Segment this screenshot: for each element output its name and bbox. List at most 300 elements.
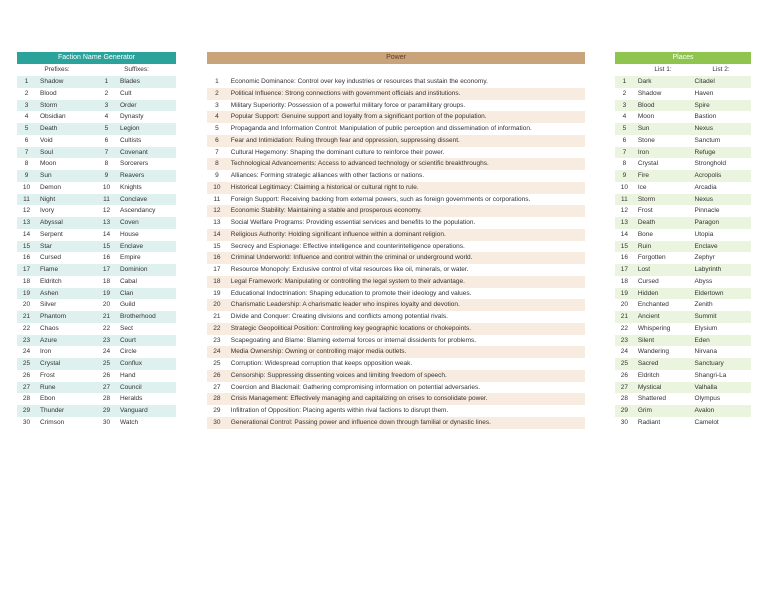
power-number: 17 bbox=[213, 266, 221, 273]
list1-value: Crystal bbox=[637, 160, 659, 168]
power-number: 10 bbox=[213, 183, 221, 191]
prefix-number: 18 bbox=[22, 277, 31, 285]
suffix-value: Clan bbox=[119, 289, 134, 297]
prefix-number: 26 bbox=[22, 371, 31, 379]
place-number: 18 bbox=[620, 277, 629, 285]
power-number: 1 bbox=[215, 78, 219, 85]
prefix-number: 28 bbox=[22, 395, 31, 403]
table-row bbox=[17, 358, 176, 370]
prefix-number: 16 bbox=[22, 254, 31, 262]
list1-value: Eldritch bbox=[637, 371, 660, 379]
suffix-number: 9 bbox=[104, 172, 109, 179]
prefix-number: 9 bbox=[24, 172, 29, 179]
table-row bbox=[17, 147, 176, 159]
table-row bbox=[615, 111, 751, 123]
prefix-value: Cursed bbox=[40, 254, 61, 262]
place-number: 20 bbox=[620, 301, 629, 309]
place-number: 17 bbox=[620, 266, 629, 273]
list1-value: Ice bbox=[637, 183, 647, 191]
place-number: 5 bbox=[622, 125, 627, 132]
table-row bbox=[207, 100, 585, 112]
power-number: 8 bbox=[215, 160, 219, 168]
prefix-value: Frost bbox=[40, 371, 55, 379]
place-number: 14 bbox=[620, 230, 629, 238]
list1-value: Fire bbox=[637, 172, 650, 179]
suffix-number: 18 bbox=[102, 277, 111, 285]
suffix-number: 15 bbox=[102, 242, 111, 250]
power-number: 7 bbox=[215, 148, 219, 156]
table-row bbox=[17, 264, 176, 276]
table-row bbox=[207, 417, 585, 429]
place-number: 2 bbox=[622, 89, 627, 97]
list1-value: Ancient bbox=[637, 313, 660, 320]
prefix-number: 20 bbox=[22, 301, 31, 309]
power-number: 26 bbox=[213, 371, 221, 379]
prefix-value: Crimson bbox=[40, 418, 65, 426]
list1-value: Mystical bbox=[637, 383, 662, 391]
suffix-number: 26 bbox=[102, 371, 111, 379]
place-number: 8 bbox=[622, 160, 627, 168]
faction-title: Faction Name Generator bbox=[17, 52, 176, 64]
table-row bbox=[17, 217, 176, 229]
table-row bbox=[207, 323, 585, 335]
table-row bbox=[207, 111, 585, 123]
prefix-number: 14 bbox=[22, 230, 31, 238]
list2-value: Enclave bbox=[694, 242, 718, 250]
table-row bbox=[207, 170, 585, 182]
place-number: 23 bbox=[620, 336, 629, 344]
prefix-number: 4 bbox=[24, 113, 29, 121]
table-row bbox=[615, 76, 751, 88]
table-row bbox=[615, 417, 751, 429]
list1-value: Iron bbox=[637, 148, 650, 156]
prefix-value: Iron bbox=[40, 348, 52, 356]
power-number: 22 bbox=[213, 324, 221, 332]
table-row bbox=[17, 135, 176, 147]
table-row bbox=[207, 288, 585, 300]
power-description: Media Ownership: Owning or controlling major media outlets. bbox=[230, 348, 407, 356]
list2-value: Olympus bbox=[694, 395, 721, 403]
prefix-value: Phantom bbox=[40, 313, 67, 320]
power-description: Censorship: Suppressing dissenting voices and limiting freedom of speech. bbox=[230, 371, 447, 379]
suffix-value: Coven bbox=[119, 219, 139, 226]
power-number: 14 bbox=[213, 230, 221, 238]
prefix-value: Eldritch bbox=[40, 277, 62, 285]
power-table bbox=[207, 52, 585, 429]
power-description: Social Welfare Programs: Providing essential services and benefits to the population. bbox=[230, 219, 476, 226]
prefixes-label: Prefixes: bbox=[44, 66, 70, 73]
prefix-value: Obsidian bbox=[40, 113, 66, 121]
list1-value: Bone bbox=[637, 230, 654, 238]
power-number: 2 bbox=[215, 89, 219, 97]
table-row bbox=[207, 358, 585, 370]
suffix-number: 8 bbox=[104, 160, 109, 168]
suffix-value: Watch bbox=[119, 418, 139, 426]
suffix-number: 12 bbox=[102, 207, 111, 215]
power-number: 24 bbox=[213, 348, 221, 356]
power-description: Cultural Hegemony: Shaping the dominant culture to reinforce their power. bbox=[230, 148, 445, 156]
suffix-value: Enclave bbox=[119, 242, 144, 250]
suffix-value: Guild bbox=[119, 301, 136, 309]
suffix-number: 28 bbox=[102, 395, 111, 403]
place-number: 30 bbox=[620, 418, 629, 426]
prefix-value: Storm bbox=[40, 101, 58, 109]
table-row bbox=[17, 229, 176, 241]
prefix-number: 21 bbox=[22, 313, 31, 320]
table-row bbox=[17, 382, 176, 394]
table-row bbox=[615, 323, 751, 335]
suffix-value: Court bbox=[119, 336, 136, 344]
table-row bbox=[207, 205, 585, 217]
table-row bbox=[17, 311, 176, 323]
power-number: 25 bbox=[213, 360, 221, 367]
prefix-value: Crystal bbox=[40, 360, 61, 367]
list1-value: Dark bbox=[637, 78, 652, 85]
power-description: Educational Indoctrination: Shaping education to promote their ideology and values. bbox=[230, 289, 472, 297]
place-number: 15 bbox=[620, 242, 629, 250]
suffix-value: Empire bbox=[119, 254, 141, 262]
table-row bbox=[615, 299, 751, 311]
prefix-value: Abyssal bbox=[40, 219, 63, 226]
suffix-value: Conclave bbox=[119, 195, 148, 203]
list2-value: Paragon bbox=[694, 219, 720, 226]
suffix-number: 24 bbox=[102, 348, 111, 356]
power-number: 4 bbox=[215, 113, 219, 121]
list1-value: Hidden bbox=[637, 289, 659, 297]
prefix-number: 30 bbox=[22, 418, 31, 426]
power-description: Alliances: Forming strategic alliances with other factions or nations. bbox=[230, 172, 425, 179]
table-row bbox=[615, 205, 751, 217]
suffix-value: Ascendancy bbox=[119, 207, 156, 215]
place-number: 29 bbox=[620, 407, 629, 414]
prefix-number: 1 bbox=[24, 78, 29, 85]
suffix-number: 16 bbox=[102, 254, 111, 262]
prefix-value: Serpent bbox=[40, 230, 63, 238]
prefix-value: Void bbox=[40, 136, 53, 144]
list1-value: Shattered bbox=[637, 395, 667, 403]
list2-value: Shangri-La bbox=[694, 371, 727, 379]
table-row bbox=[17, 346, 176, 358]
table-row bbox=[17, 335, 176, 347]
suffix-value: Conflux bbox=[119, 360, 143, 367]
power-description: Infiltration of Opposition: Placing agents within rival factions to disrupt them. bbox=[230, 407, 449, 414]
table-row bbox=[207, 382, 585, 394]
table-row bbox=[207, 135, 585, 147]
prefix-value: Ivory bbox=[40, 207, 55, 215]
power-number: 13 bbox=[213, 219, 221, 226]
suffix-value: Sect bbox=[119, 324, 133, 332]
power-number: 21 bbox=[213, 313, 221, 320]
power-number: 3 bbox=[215, 101, 219, 109]
places-subheader bbox=[615, 64, 751, 76]
table-row bbox=[615, 264, 751, 276]
power-description: Propaganda and Information Control: Manipulation of public perception and dissemination of information. bbox=[230, 125, 532, 132]
power-description: Military Superiority: Possession of a powerful military force or paramilitary groups. bbox=[230, 101, 466, 109]
suffix-value: Cult bbox=[119, 89, 132, 97]
list1-value: Silent bbox=[637, 336, 655, 344]
place-number: 9 bbox=[622, 172, 627, 179]
table-row bbox=[207, 276, 585, 288]
power-description: Economic Dominance: Control over key industries or resources that sustain the economy. bbox=[230, 78, 488, 85]
power-number: 29 bbox=[213, 407, 221, 414]
table-row bbox=[17, 299, 176, 311]
table-row bbox=[207, 182, 585, 194]
power-number: 30 bbox=[213, 418, 221, 426]
list1-value: Shadow bbox=[637, 89, 662, 97]
table-row bbox=[615, 135, 751, 147]
power-rows bbox=[207, 76, 585, 429]
list1-value: Cursed bbox=[637, 277, 659, 285]
table-row bbox=[17, 182, 176, 194]
prefix-value: Ebon bbox=[40, 395, 56, 403]
list2-value: Pinnacle bbox=[694, 207, 720, 215]
prefix-value: Death bbox=[40, 125, 58, 132]
list1-value: Enchanted bbox=[637, 301, 669, 309]
list1-value: Whispering bbox=[637, 324, 671, 332]
list1-value: Forgotten bbox=[637, 254, 666, 262]
table-row bbox=[207, 229, 585, 241]
prefix-number: 12 bbox=[22, 207, 31, 215]
power-description: Coercion and Blackmail: Gathering compromising information on potential adversaries. bbox=[230, 383, 481, 391]
table-row bbox=[17, 393, 176, 405]
table-row bbox=[615, 393, 751, 405]
place-number: 19 bbox=[620, 289, 629, 297]
list2-value: Summit bbox=[694, 313, 717, 320]
prefix-value: Night bbox=[40, 195, 56, 203]
power-title: Power bbox=[207, 52, 585, 64]
table-row bbox=[615, 229, 751, 241]
prefix-value: Silver bbox=[40, 301, 57, 309]
place-number: 26 bbox=[620, 371, 629, 379]
prefix-value: Shadow bbox=[40, 78, 64, 85]
list2-value: Nirvana bbox=[694, 348, 717, 356]
place-number: 25 bbox=[620, 360, 629, 367]
table-row bbox=[615, 217, 751, 229]
table-row bbox=[17, 252, 176, 264]
list1-value: Moon bbox=[637, 113, 655, 121]
prefix-value: Moon bbox=[40, 160, 57, 168]
suffix-value: Sorcerers bbox=[119, 160, 149, 168]
suffix-value: Heralds bbox=[119, 395, 143, 403]
prefix-value: Azure bbox=[40, 336, 57, 344]
power-description: Resource Monopoly: Exclusive control of vital resources like oil, minerals, or water. bbox=[230, 266, 469, 273]
power-description: Political Influence: Strong connections with government officials and institutions. bbox=[230, 89, 461, 97]
power-number: 20 bbox=[213, 301, 221, 309]
power-number: 6 bbox=[215, 136, 219, 144]
faction-name-generator-table bbox=[17, 52, 176, 429]
prefix-number: 6 bbox=[24, 136, 29, 144]
table-row bbox=[615, 158, 751, 170]
prefix-number: 2 bbox=[24, 89, 29, 97]
suffix-value: Hand bbox=[119, 371, 136, 379]
table-row bbox=[615, 182, 751, 194]
list1-value: Sacred bbox=[637, 360, 659, 367]
list2-value: Citadel bbox=[694, 78, 715, 85]
table-row bbox=[615, 123, 751, 135]
table-row bbox=[207, 123, 585, 135]
prefix-value: Chaos bbox=[40, 324, 59, 332]
prefix-number: 13 bbox=[22, 219, 31, 226]
prefix-number: 11 bbox=[23, 195, 30, 203]
table-row bbox=[615, 241, 751, 253]
place-number: 3 bbox=[622, 101, 627, 109]
power-number: 15 bbox=[213, 242, 221, 250]
list2-value: Valhalla bbox=[694, 383, 718, 391]
table-row bbox=[615, 170, 751, 182]
suffix-value: Legion bbox=[119, 125, 140, 132]
list1-value: Lost bbox=[637, 266, 651, 273]
power-number: 28 bbox=[213, 395, 221, 403]
suffix-number: 29 bbox=[102, 407, 111, 414]
power-description: Criminal Underworld: Influence and control within the criminal or underground world. bbox=[230, 254, 473, 262]
places-rows bbox=[615, 76, 751, 429]
prefix-number: 15 bbox=[22, 242, 31, 250]
suffix-value: Council bbox=[119, 383, 142, 391]
power-description: Scapegoating and Blame: Blaming external forces or internal dissidents for problems. bbox=[230, 336, 477, 344]
power-number: 12 bbox=[213, 207, 221, 215]
power-description: Fear and Intimidation: Ruling through fear and oppression, suppressing dissent. bbox=[230, 136, 460, 144]
suffix-number: 19 bbox=[102, 289, 111, 297]
table-row bbox=[17, 170, 176, 182]
place-number: 4 bbox=[622, 113, 627, 121]
suffix-number: 7 bbox=[104, 148, 109, 156]
power-description: Popular Support: Genuine support and loyalty from a significant portion of the population. bbox=[230, 113, 487, 121]
prefix-number: 27 bbox=[22, 383, 31, 391]
prefix-number: 17 bbox=[22, 266, 31, 273]
place-number: 22 bbox=[620, 324, 629, 332]
table-row bbox=[17, 323, 176, 335]
list2-value: Nexus bbox=[694, 125, 713, 132]
suffix-number: 27 bbox=[102, 383, 111, 391]
suffix-number: 30 bbox=[102, 418, 111, 426]
table-row bbox=[207, 76, 585, 88]
table-row bbox=[207, 158, 585, 170]
place-number: 12 bbox=[620, 207, 629, 215]
table-row bbox=[207, 370, 585, 382]
list2-value: Arcadia bbox=[694, 183, 717, 191]
prefix-number: 22 bbox=[22, 324, 31, 332]
list1-value: Stone bbox=[637, 136, 655, 144]
power-number: 23 bbox=[213, 336, 221, 344]
table-row bbox=[17, 288, 176, 300]
list2-value: Sanctum bbox=[694, 136, 721, 144]
list2-value: Stronghold bbox=[694, 160, 726, 168]
suffix-number: 25 bbox=[102, 360, 111, 367]
power-number: 5 bbox=[215, 125, 219, 132]
suffix-value: Blades bbox=[119, 78, 140, 85]
prefix-number: 8 bbox=[24, 160, 29, 168]
table-row bbox=[615, 288, 751, 300]
table-row bbox=[615, 346, 751, 358]
place-number: 21 bbox=[620, 313, 629, 320]
table-row bbox=[207, 241, 585, 253]
table-row bbox=[615, 405, 751, 417]
table-row bbox=[17, 205, 176, 217]
list2-value: Eldertown bbox=[694, 289, 724, 297]
table-row bbox=[17, 88, 176, 100]
power-description: Secrecy and Espionage: Effective intelligence and counterintelligence operations. bbox=[230, 242, 465, 250]
power-description: Corruption: Widespread corruption that keeps opposition weak. bbox=[230, 360, 413, 367]
power-description: Generational Control: Passing power and influence down through familial or dynastic lines. bbox=[230, 418, 491, 426]
prefix-number: 25 bbox=[22, 360, 31, 367]
table-row bbox=[207, 311, 585, 323]
place-number: 10 bbox=[620, 183, 629, 191]
suffix-number: 10 bbox=[102, 183, 111, 191]
table-row bbox=[615, 382, 751, 394]
power-number: 16 bbox=[213, 254, 221, 262]
power-description: Technological Advancements: Access to advanced technology or scientific breakthroughs. bbox=[230, 160, 489, 168]
power-description: Religious Authority: Holding significant influence within a dominant religion. bbox=[230, 230, 446, 238]
suffix-value: Circle bbox=[119, 348, 137, 356]
place-number: 13 bbox=[620, 219, 629, 226]
prefix-number: 19 bbox=[22, 289, 31, 297]
list2-value: Sanctuary bbox=[694, 360, 724, 367]
table-row bbox=[207, 346, 585, 358]
table-row bbox=[207, 194, 585, 206]
list1-value: Death bbox=[637, 219, 656, 226]
table-row bbox=[207, 88, 585, 100]
prefix-value: Ashen bbox=[40, 289, 59, 297]
prefix-number: 29 bbox=[22, 407, 31, 414]
prefix-value: Thunder bbox=[40, 407, 65, 414]
power-number: 27 bbox=[213, 383, 221, 391]
table-row bbox=[615, 358, 751, 370]
list2-value: Camelot bbox=[694, 418, 719, 426]
power-description: Divide and Conquer: Creating divisions and conflicts among potential rivals. bbox=[230, 313, 448, 320]
table-row bbox=[17, 123, 176, 135]
suffix-number: 1 bbox=[104, 78, 109, 85]
power-subheader bbox=[207, 64, 585, 76]
prefix-number: 3 bbox=[24, 101, 29, 109]
power-number: 9 bbox=[215, 172, 219, 179]
suffix-value: Cultists bbox=[119, 136, 142, 144]
list2-value: Spire bbox=[694, 101, 710, 109]
suffix-number: 23 bbox=[102, 336, 111, 344]
table-row bbox=[615, 370, 751, 382]
power-description: Economic Stability: Maintaining a stable and prosperous economy. bbox=[230, 207, 422, 215]
list2-value: Elysium bbox=[694, 324, 718, 332]
suffix-number: 3 bbox=[104, 101, 109, 109]
suffix-number: 11 bbox=[103, 195, 110, 203]
table-row bbox=[207, 393, 585, 405]
table-row bbox=[615, 335, 751, 347]
suffix-value: Vanguard bbox=[119, 407, 148, 414]
power-number: 19 bbox=[213, 289, 221, 297]
table-row bbox=[207, 299, 585, 311]
place-number: 1 bbox=[622, 78, 627, 85]
suffix-value: Covenant bbox=[119, 148, 148, 156]
suffixes-label: Suffixes: bbox=[124, 66, 149, 73]
suffix-value: Reavers bbox=[119, 172, 145, 179]
suffix-number: 13 bbox=[102, 219, 111, 226]
place-number: 11 bbox=[621, 195, 628, 203]
prefix-value: Flame bbox=[40, 266, 59, 273]
table-row bbox=[17, 241, 176, 253]
suffix-number: 14 bbox=[102, 230, 111, 238]
suffix-number: 17 bbox=[102, 266, 111, 273]
power-description: Charismatic Leadership: A charismatic leader who inspires loyalty and devotion. bbox=[230, 301, 460, 309]
table-row bbox=[615, 147, 751, 159]
list1-value: Wandering bbox=[637, 348, 670, 356]
list1-label: List 1: bbox=[654, 66, 672, 73]
table-row bbox=[615, 311, 751, 323]
list2-label: List 2: bbox=[712, 66, 730, 73]
power-description: Crisis Management: Effectively managing and capitalizing on crises to consolidate power. bbox=[230, 395, 488, 403]
prefix-number: 10 bbox=[22, 183, 31, 191]
suffix-value: Dominion bbox=[119, 266, 148, 273]
table-row bbox=[207, 405, 585, 417]
suffix-value: Order bbox=[119, 101, 137, 109]
